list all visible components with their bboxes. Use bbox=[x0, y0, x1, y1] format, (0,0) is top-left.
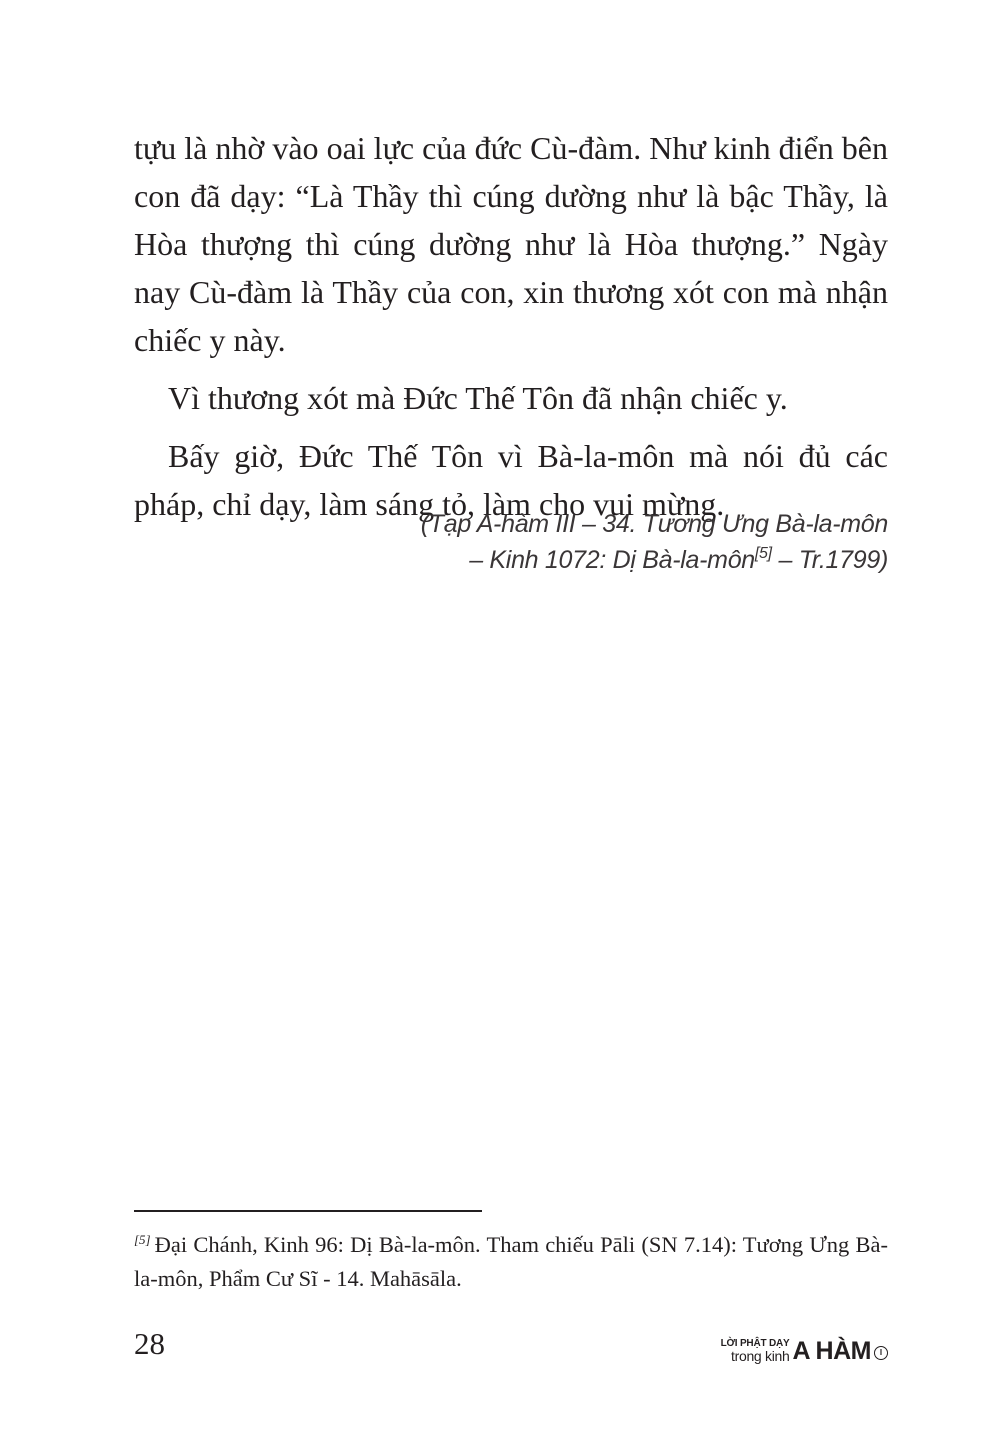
brand-title: A HÀM bbox=[792, 1337, 871, 1365]
brand-top-text: LỜI PHẬT DẠY bbox=[720, 1338, 790, 1349]
citation-line-2 bbox=[288, 542, 888, 578]
footnote bbox=[134, 1228, 888, 1296]
body-text bbox=[134, 124, 888, 538]
page-number: 28 bbox=[134, 1326, 165, 1361]
volume-badge: I bbox=[874, 1346, 888, 1360]
footnote-text: Đại Chánh, Kinh 96: Dị Bà-la-môn. Tham chiếu Pāli (SN 7.14): Tương Ưng Bà-la-môn, Phẩm Cư Sĩ - 14. Mahāsāla. bbox=[134, 1232, 888, 1291]
citation bbox=[288, 506, 888, 578]
citation-footnote-ref: [5] bbox=[754, 545, 772, 562]
brand-stack bbox=[721, 1338, 790, 1364]
book-brand-logo bbox=[721, 1328, 888, 1364]
paragraph-3: Bấy giờ, Đức Thế Tôn vì Bà-la-môn mà nói đủ các pháp, chỉ dạy, làm sáng tỏ, làm cho vui mừng. bbox=[134, 438, 888, 522]
paragraph-1: tựu là nhờ vào oai lực của đức Cù-đàm. Như kinh điển bên con đã dạy: “Là Thầy thì cúng dường như là bậc Thầy, là Hòa thượng thì cúng dường như là Hòa thượng.” Ngày nay Cù-đàm là Thầy của con, xin thương xót con mà nhận chiếc y này. bbox=[134, 130, 888, 358]
citation-line-1: (Tạp A-hàm III – 34. Tương Ưng Bà-la-môn bbox=[420, 510, 888, 538]
citation-line-2-prefix: – Kinh 1072: Dị Bà-la-môn bbox=[469, 546, 755, 574]
footnote-divider bbox=[134, 1210, 482, 1212]
brand-bottom-text: trong kinh bbox=[731, 1348, 790, 1364]
paragraph-2: Vì thương xót mà Đức Thế Tôn đã nhận chiếc y. bbox=[168, 380, 788, 416]
citation-line-2-suffix: – Tr.1799) bbox=[771, 546, 888, 574]
footnote-marker: [5] bbox=[134, 1232, 151, 1247]
